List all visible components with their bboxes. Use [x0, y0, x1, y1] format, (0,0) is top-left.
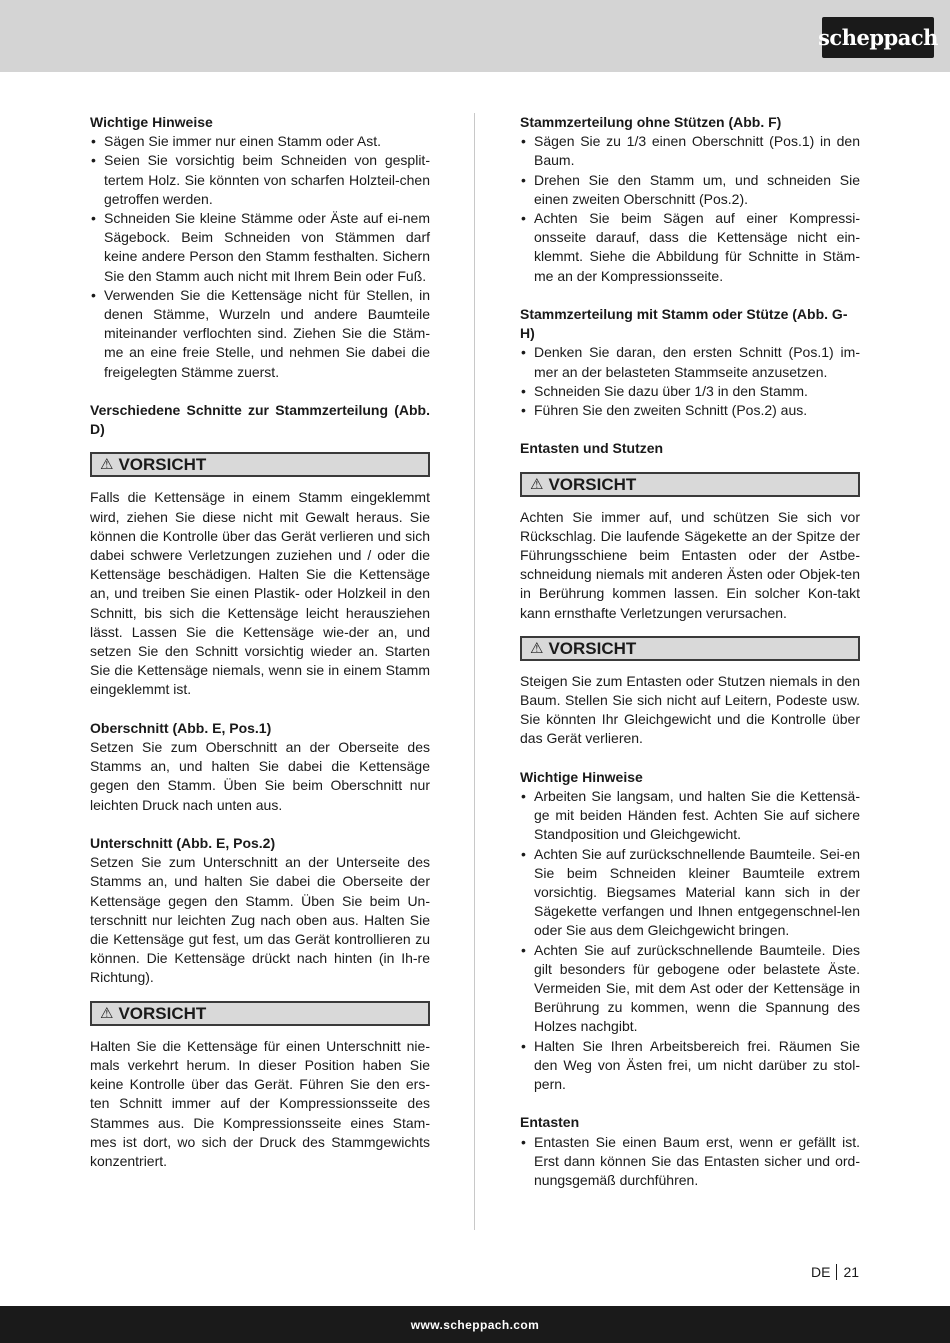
bullet-list [520, 787, 860, 1094]
section-title: Wichtige Hinweise [90, 114, 213, 130]
caution-text: Falls die Kettensäge in einem Stamm eingeklemmt wird, ziehen Sie diese nicht mit Gewalt heraus. Sie können die Kontrolle über das Gerät verlieren und sich dabei schwere Verletzungen zuziehen und / oder die Kettensäge beschädigen. Halten Sie die Kettensäge an, und treiben Sie einen Plastik- oder Holzkeil in den Schnitt, bis sich die Kettensäge leicht herausziehen lässt. Lassen Sie die Kettensäge wie-der an, und setzen Sie den Schnitt vorsichtig wieder an. Starten Sie die Kettensäge niemals, wenn sie in einem Stamm eingeklemmt ist. [90, 489, 430, 698]
paragraph: Setzen Sie zum Unterschnitt an der Unterseite des Stamms an, und halten Sie dabei die Oberseite der Kettensäge gegen den Stamm. Üben Sie beim Un-terschnitt nur leichten Zug nach oben aus. Halten Sie die Kettensäge gut fest, um das Gerät kontrollieren zu können. Die Kettensäge drückt nach hinten (in Ih-re Richtung). [90, 854, 430, 986]
section-title: Wichtige Hinweise [520, 768, 643, 785]
caution-box [90, 1001, 430, 1026]
list-item: • Seien Sie vorsichtig beim Schneiden von gesplit-tertem Holz. Sie könnten von scharfen Holzteil-chen getroffen werden. [90, 151, 430, 209]
section-title: Entasten [520, 1114, 580, 1131]
page-separator [836, 1264, 837, 1280]
page-number-value: 21 [843, 1264, 860, 1280]
bullet-list [90, 132, 430, 382]
list-item: • Sägen Sie zu 1/3 einen Oberschnitt (Pos.1) in den Baum. [520, 132, 860, 170]
paragraph: Setzen Sie zum Oberschnitt an der Oberseite des Stamms an, und halten Sie dabei die Kettensäge gegen den Stamm. Üben Sie beim Oberschnitt nur leichten Druck nach unten aus. [90, 739, 430, 813]
caution-text: Achten Sie immer auf, und schützen Sie sich vor Rückschlag. Die laufende Sägekette an der Spitze der Führungsschiene beim Entasten oder der Astbe-schneidung niemals mit anderen Ästen oder Objek-ten in Berührung kommen lassen. Ein solcher Kon-takt kann ernsthafte Verletzungen verursachen. [520, 508, 860, 621]
caution-label: VORSICHT [118, 1003, 207, 1023]
list-item: • Schneiden Sie dazu über 1/3 in den Stamm. [520, 382, 860, 401]
list-item: • Achten Sie auf zurückschnellende Baumteile. Dies gilt besonders für gebogene oder belastete Äste. Vermeiden Sie, mit dem Ast oder der Kettensäge in Berührung zu kommen, wenn die Spannung des Holzes nachgibt. [520, 941, 860, 1037]
section-title: Stammzerteilung ohne Stützen (Abb. F) [520, 114, 782, 130]
section-title: Entasten und Stutzen [520, 440, 664, 457]
list-item: • Halten Sie Ihren Arbeitsbereich frei. Räumen Sie den Weg von Ästen frei, um nicht darüber zu stol-pern. [520, 1037, 860, 1095]
list-item: • Schneiden Sie kleine Stämme oder Äste auf ei-nem Sägebock. Beim Schneiden von Stämmen darf keine andere Person den Stamm festhalten. Sichern Sie den Stamm auch nicht mit Ihrem Bein oder Fuß. [90, 209, 430, 286]
footer-band [0, 1306, 950, 1343]
section-title: Unterschnitt (Abb. E, Pos.2) [90, 835, 276, 852]
list-item: • Sägen Sie immer nur einen Stamm oder Ast. [90, 132, 430, 151]
list-item: • Denken Sie daran, den ersten Schnitt (Pos.1) im-mer an der belasteten Stammseite anzusetzen. [520, 343, 860, 381]
caution-label: VORSICHT [118, 455, 207, 475]
caution-text: Steigen Sie zum Entasten oder Stutzen niemals in den Baum. Stellen Sie sich nicht auf Leitern, Podeste usw. Sie könnten Ihr Gleichgewicht und die Kontrolle über das Gerät verlieren. [520, 672, 860, 747]
brand-logo: scheppach [822, 17, 934, 58]
list-item: • Entasten Sie einen Baum erst, wenn er gefällt ist. Erst dann können Sie das Entasten sicher und ord-nungsgemäß durchführen. [520, 1133, 860, 1191]
warning-triangle-icon: ⚠ [100, 1004, 114, 1022]
section-title: Verschiedene Schnitte zur Stammzerteilung (Abb. D) [90, 402, 430, 438]
bullet-list [520, 343, 860, 420]
bullet-list [520, 1133, 860, 1191]
list-item: • Arbeiten Sie langsam, und halten Sie die Kettensä-ge mit beiden Händen fest. Achten Sie auf sichere Standposition und Gleichgewicht. [520, 787, 860, 845]
bullet-list [520, 132, 860, 286]
page-number [811, 1264, 859, 1280]
list-item: • Achten Sie auf zurückschnellende Baumteile. Sei-en Sie beim Schneiden kleiner Baumteile extrem vorsichtig. Biegsames Material kann sich in der Sägekette verfangen und Ihnen entgegenschnel-len oder Sie aus dem Gleichgewicht bringen. [520, 845, 860, 941]
right-column [520, 113, 860, 1190]
list-item: • Drehen Sie den Stamm um, und schneiden Sie einen zweiten Oberschnitt (Pos.2). [520, 171, 860, 209]
caution-text: Halten Sie die Kettensäge für einen Unterschnitt nie-mals verkehrt herum. In dieser Position haben Sie keine Kontrolle über das Gerät. Führen Sie den ers-ten Schnitt immer auf der Kompressionsseite des Stammes aus. Die Kompressionsseite eines Stam-mes ist dort, wo sich der Druck des Stammgewichts konzentriert. [90, 1037, 430, 1169]
header-band [0, 0, 950, 72]
list-item: • Führen Sie den zweiten Schnitt (Pos.2) aus. [520, 401, 860, 420]
warning-triangle-icon: ⚠ [530, 475, 544, 493]
page-language: DE [811, 1264, 831, 1280]
section-title: Stammzerteilung mit Stamm oder Stütze (Abb. G-H) [520, 306, 848, 342]
section-title: Oberschnitt (Abb. E, Pos.1) [90, 719, 272, 736]
list-item: • Verwenden Sie die Kettensäge nicht für Stellen, in denen Stämme, Wurzeln und andere Baumteile miteinander verflochten sind. Ziehen Sie die Stäm-me an eine freie Stelle, und nehmen Sie dabei die freigelegten Stämme zuerst. [90, 286, 430, 382]
footer-url[interactable]: www.scheppach.com [410, 1317, 540, 1332]
caution-box [90, 452, 430, 477]
caution-label: VORSICHT [548, 638, 637, 658]
warning-triangle-icon: ⚠ [530, 639, 544, 657]
column-divider [474, 113, 475, 1230]
warning-triangle-icon: ⚠ [100, 456, 114, 474]
caution-box [520, 472, 860, 497]
left-column [90, 113, 430, 1171]
caution-box [520, 636, 860, 661]
list-item: • Achten Sie beim Sägen auf einer Kompressi-onsseite darauf, dass die Kettensäge nicht ein-klemmt. Siehe die Abbildung für Schnitte in Stäm-me an der Kompressionsseite. [520, 209, 860, 286]
caution-label: VORSICHT [548, 474, 637, 494]
